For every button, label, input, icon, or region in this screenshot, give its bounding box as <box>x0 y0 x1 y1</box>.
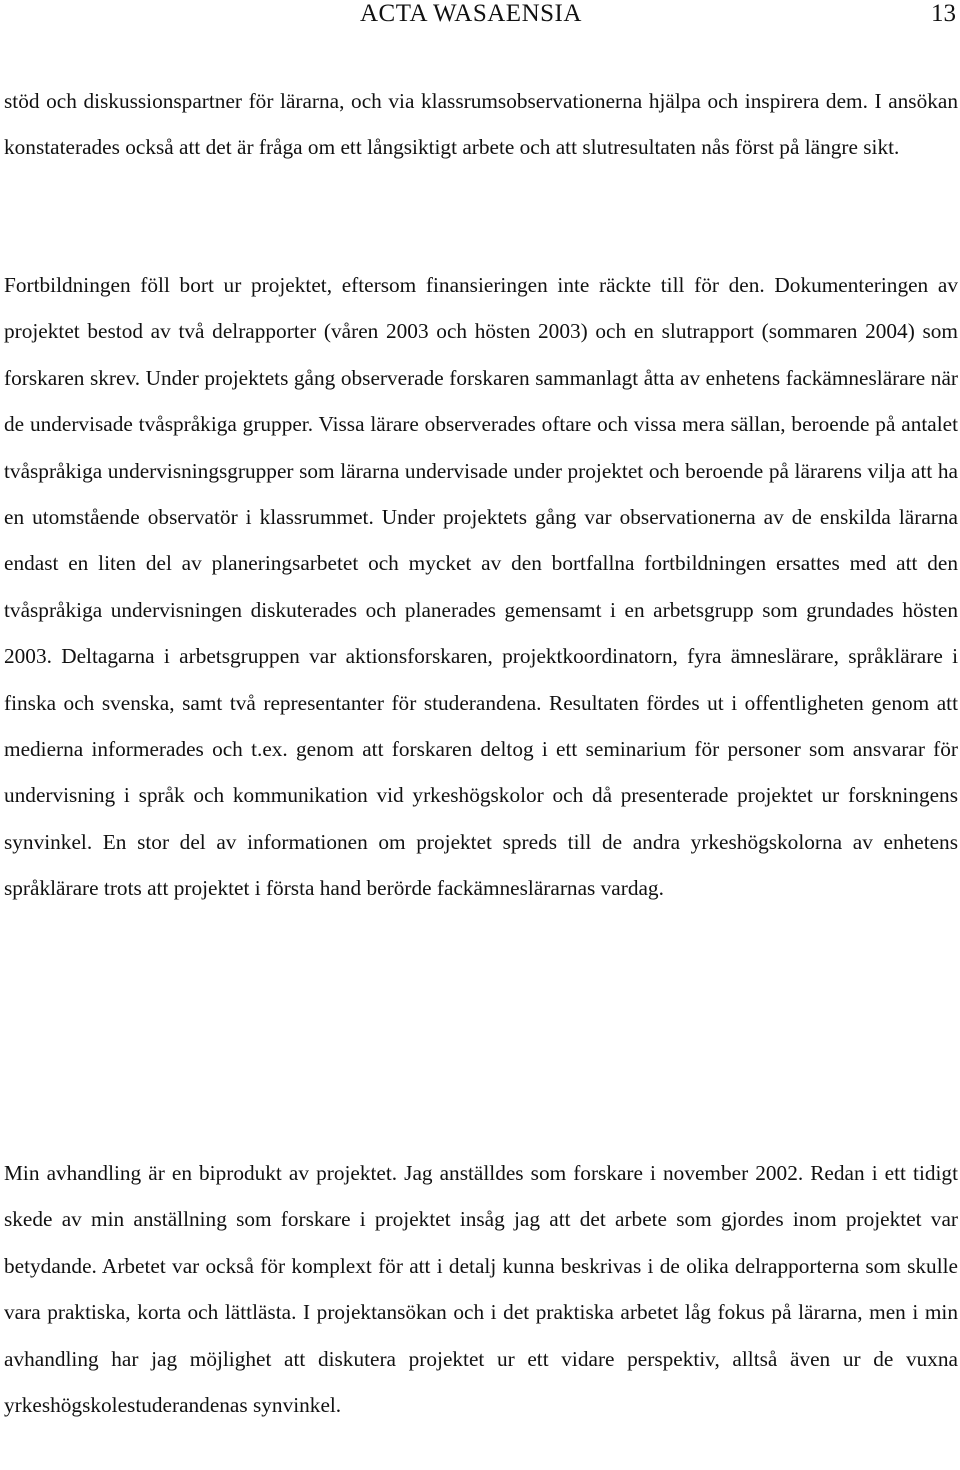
paragraph-2: Fortbildningen föll bort ur projektet, eftersom finansieringen inte räckte till för den. Dokumenteringen av projektet bestod av två delrapporter (våren 2003 och hösten 2003) och en slutrapport (sommaren 2004) som forskaren skrev. Under projektets gång observerade forskaren sammanlagt åtta av enhetens fackämneslärare när de undervisade tvåspråkiga grupper. Vissa lärare observerades oftare och vissa mera sällan, beroende på antalet tvåspråkiga undervisningsgrupper som lärarna undervisade under projektet och beroende på lärarens vilja att ha en utomstående observatör i klassrummet. Under projektets gång var observationerna av de enskilda lärarna endast en liten del av planeringsarbetet och mycket av den bortfallna fortbildningen ersattes med att den tvåspråkiga undervisningen diskuterades och planerades gemensamt i en arbetsgrupp som grundades hösten 2003. Deltagarna i arbetsgruppen var aktionsforskaren, projektkoordinatorn, fyra ämneslärare, språklärare i finska och svenska, samt två representanter för studerandena. Resultaten fördes ut i offentligheten genom att medierna informerades och t.ex. genom att forskaren deltog i ett seminarium för personer som ansvarar för undervisning i språk och kommunikation vid yrkeshögskolor och då presenterade projektet ur forskningens synvinkel. En stor del av informationen om projektet spreds till de andra yrkeshögskolorna av enhetens språklärare trots att projektet i första hand berörde fackämneslärarnas vardag. <box>4 273 958 901</box>
paragraph-3: Min avhandling är en biprodukt av projektet. Jag anställdes som forskare i november 2002. Redan i ett tidigt skede av min anställning som forskare i projektet insåg jag att det arbete som gjordes inom projektet var betydande. Arbetet var också för komplext för att i detalj kunna beskrivas i de olika delrapporterna som skulle vara praktiska, korta och lättlästa. I projektansökan och i det praktiska arbetet låg fokus på lärarna, men i min avhandling har jag möjlighet att diskutera projektet ur ett vidare perspektiv, alltså även ur de vuxna yrkeshögskolestuderandenas synvinkel. <box>4 1161 958 1418</box>
paragraph-1: stöd och diskussionspartner för lärarna, och via klassrumsobservationerna hjälpa och inspirera dem. I ansökan konstaterades också att det är fråga om ett långsiktigt arbete och att slutresultaten nås först på längre sikt. <box>4 89 958 159</box>
running-header <box>0 0 958 28</box>
journal-name: ACTA WASAENSIA <box>360 0 582 27</box>
page-number: 13 <box>931 0 956 27</box>
